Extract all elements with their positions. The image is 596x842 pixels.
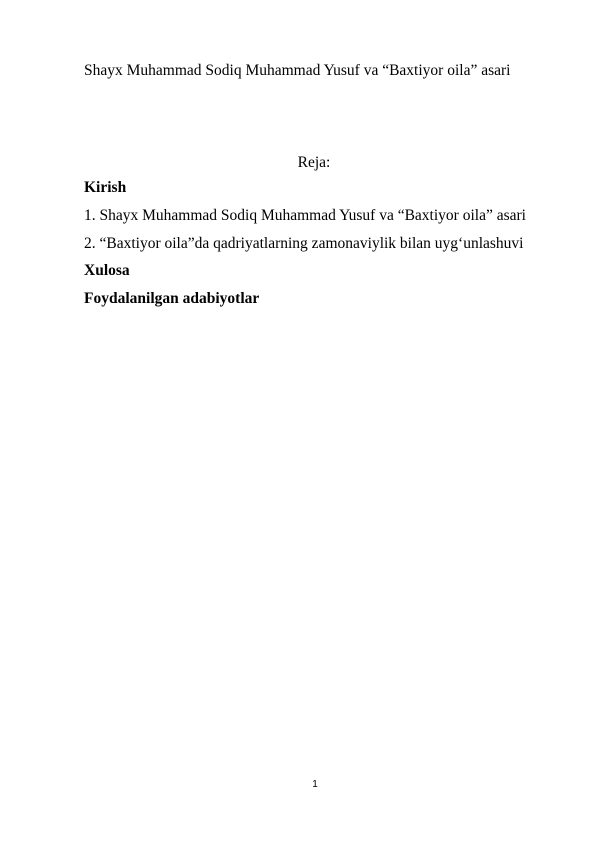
plan-item-1: 1. Shayx Muhammad Sodiq Muhammad Yusuf va “Baxtiyor oila” asari bbox=[84, 207, 526, 224]
plan-item-conclusion: Xulosa bbox=[84, 262, 130, 279]
document-title: Shayx Muhammad Sodiq Muhammad Yusuf va “Baxtiyor oila” asari bbox=[84, 62, 511, 79]
plan-item-introduction: Kirish bbox=[84, 179, 127, 196]
plan-item-references: Foydalanilgan adabiyotlar bbox=[84, 290, 260, 307]
plan-item-2: 2. “Baxtiyor oila”da qadriyatlarning zamonaviylik bilan uyg‘unlashuvi bbox=[84, 235, 524, 252]
page-number: 1 bbox=[312, 779, 318, 790]
plan-heading: Reja: bbox=[297, 154, 331, 171]
